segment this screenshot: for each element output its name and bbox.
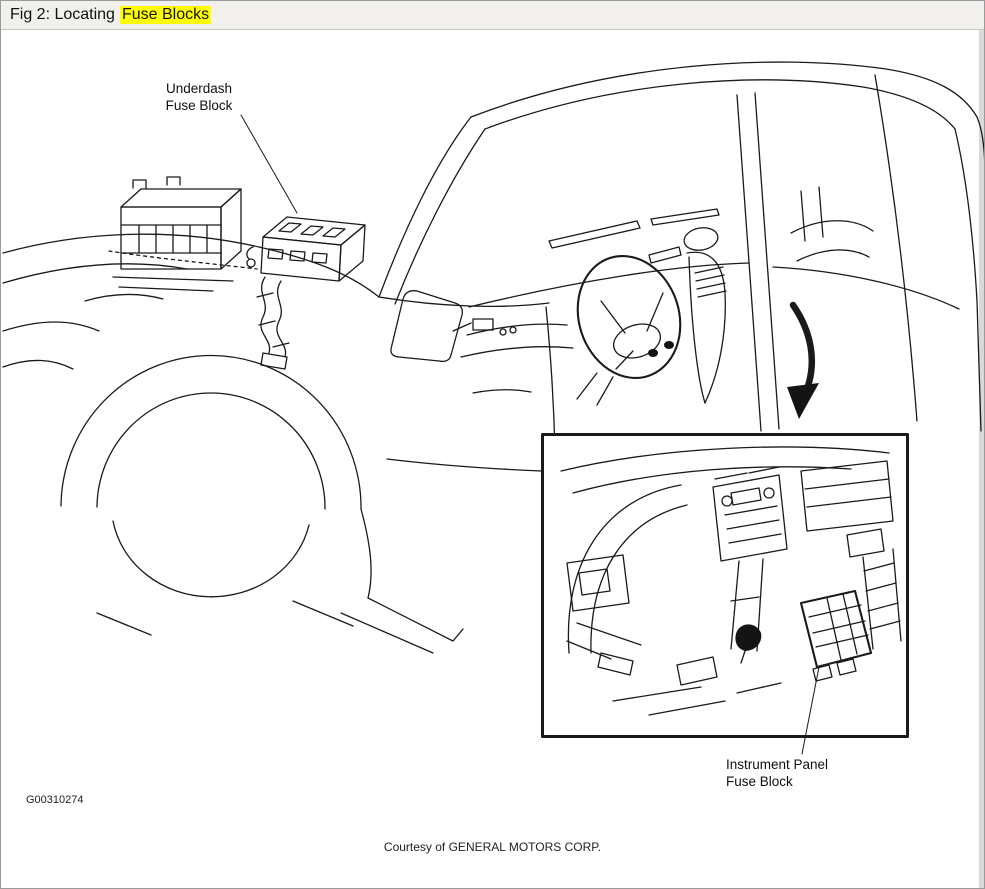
underdash-fuse-block-label: Underdash Fuse Block	[165, 81, 233, 113]
leader-line-underdash	[241, 115, 297, 213]
direction-arrow-icon	[787, 305, 819, 419]
highlighted-search-term: Fuse Blocks	[121, 6, 210, 23]
inset-panel	[543, 435, 908, 737]
wiring-harness	[257, 277, 289, 369]
figure-title: Fig 2: Locating	[10, 6, 115, 23]
steering-wheel	[562, 243, 695, 392]
credit-line: Courtesy of GENERAL MOTORS CORP.	[383, 840, 602, 854]
underdash-fuse-block-drawing	[247, 217, 365, 281]
figure-id: G00310274	[26, 794, 84, 806]
instrument-panel-fuse-block-label: Instrument Panel Fuse Block	[726, 757, 829, 789]
side-mirror	[391, 291, 471, 362]
